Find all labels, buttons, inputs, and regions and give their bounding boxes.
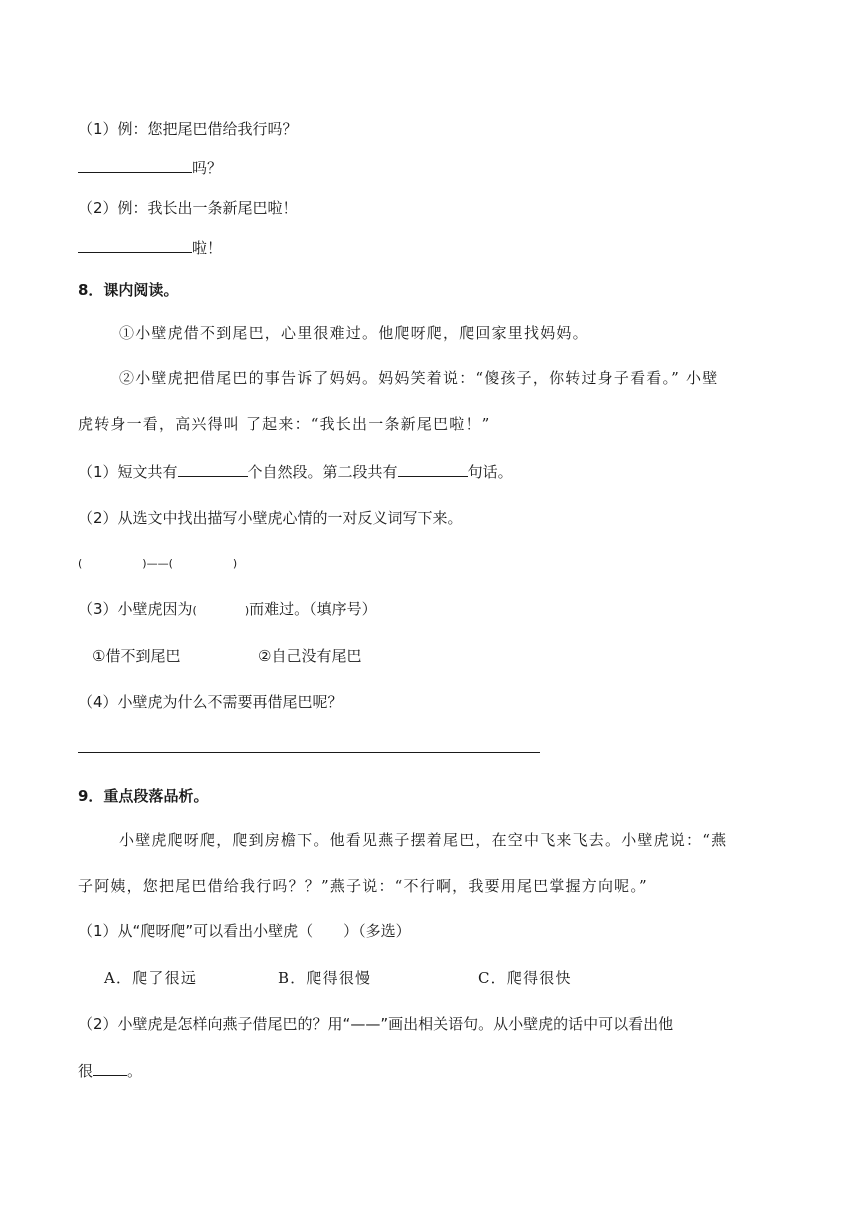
- q9-sub2-blank[interactable]: [93, 1060, 127, 1076]
- q8-passage-p2-line1: ②小壁虎把借尾巴的事告诉了妈妈。妈妈笑着说：“傻孩子，你转过身子看看。” 小壁: [119, 369, 719, 387]
- q9-sub2-suffix: 。: [127, 1062, 143, 1080]
- q8-sub1-part1: （1）短文共有: [78, 463, 178, 481]
- q8-sub1-blank1[interactable]: [178, 461, 248, 477]
- q9-sub1-prompt: （1）从“爬呀爬”可以看出小壁虎（ ）（多选）: [78, 922, 411, 940]
- q8-sub3: [78, 599, 377, 621]
- q8-sub2-open1: (: [78, 557, 83, 570]
- q7-sub2-example: （2）例：我长出一条新尾巴啦！: [78, 199, 298, 217]
- q9-passage-line1: 小壁虎爬呀爬，爬到房檐下。他看见燕子摆着尾巴，在空中飞来飞去。小壁虎说：“燕: [119, 831, 728, 849]
- q9-sub2-line1: （2）小壁虎是怎样向燕子借尾巴的？用“——”画出相关语句。从小壁虎的话中可以看出他: [78, 1015, 674, 1033]
- q8-sub3-part2: 而难过。（填序号）: [249, 600, 377, 618]
- q8-sub4-answer-line[interactable]: [78, 752, 540, 753]
- q9-sub1-option-a: A．爬了很远: [104, 969, 198, 987]
- q8-passage-p1: ①小壁虎借不到尾巴，心里很难过。他爬呀爬，爬回家里找妈妈。: [119, 324, 589, 342]
- q7-sub2-answer-line: [78, 237, 222, 258]
- q8-sub3-option2: ②自己没有尾巴: [258, 647, 362, 665]
- q8-sub1-part3: 句话。: [467, 463, 513, 481]
- q8-sub3-paren-close: ): [244, 604, 250, 617]
- q9-sub1-option-c: C．爬得很快: [478, 969, 572, 987]
- q7-sub2-blank[interactable]: [78, 237, 192, 253]
- q8-sub1: [78, 461, 513, 482]
- q7-sub1-suffix: 吗？: [192, 159, 223, 177]
- q8-sub2-close1: )——(: [142, 557, 173, 570]
- q7-sub1-blank[interactable]: [78, 157, 192, 173]
- q8-sub2-answer-row: [78, 554, 237, 574]
- q9-sub2-prefix: 很: [78, 1062, 94, 1080]
- q9-passage-line2: 子阿姨，您把尾巴借给我行吗？？”燕子说：“不行啊，我要用尾巴掌握方向呢。”: [78, 877, 648, 895]
- q7-sub1-answer-line: [78, 157, 222, 178]
- q8-sub1-blank2[interactable]: [398, 461, 468, 477]
- q8-sub3-part1: （3）小壁虎因为: [78, 600, 193, 618]
- q8-heading: 8．课内阅读。: [78, 281, 179, 299]
- q7-sub2-suffix: 啦！: [192, 239, 223, 257]
- q8-sub4-prompt: （4）小壁虎为什么不需要再借尾巴呢？: [78, 693, 343, 711]
- q8-passage-p2-line2: 虎转身一看，高兴得叫 了起来：“我长出一条新尾巴啦！”: [78, 415, 491, 433]
- q8-sub2-prompt: （2）从选文中找出描写小壁虎心情的一对反义词写下来。: [78, 509, 463, 527]
- q9-heading: 9．重点段落品析。: [78, 787, 209, 805]
- q9-sub1-option-b: B．爬得很慢: [278, 969, 372, 987]
- q8-sub3-option1: ①借不到尾巴: [92, 647, 181, 665]
- q8-sub3-paren-open: (: [192, 604, 197, 617]
- q8-sub1-part2: 个自然段。第二段共有: [247, 463, 398, 481]
- q8-sub2-close2: ): [232, 557, 238, 570]
- q7-sub1-example: （1）例：您把尾巴借给我行吗？: [78, 120, 298, 138]
- q9-sub2-line2: [78, 1060, 142, 1081]
